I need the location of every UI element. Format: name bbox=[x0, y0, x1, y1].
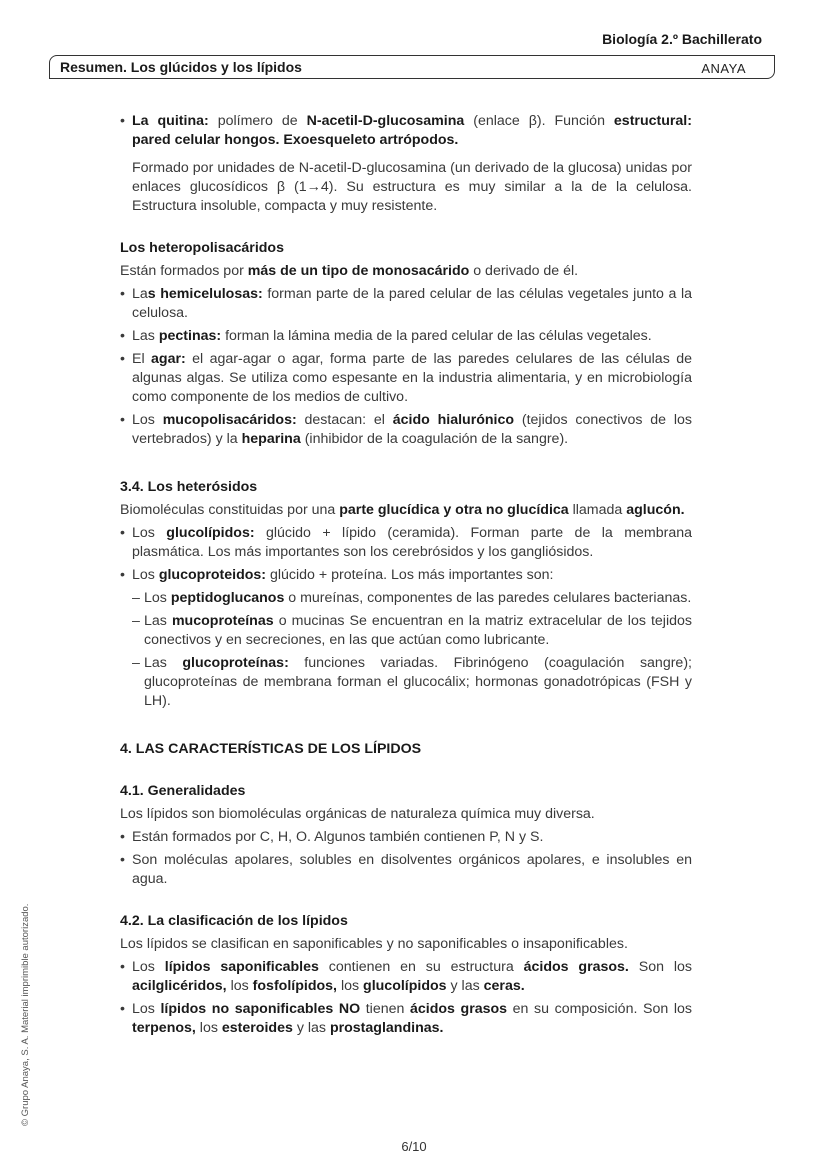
list-item-agar: • El agar: el agar-agar o agar, forma parte de las paredes celulares de las células de algunas algas. Se utiliza como espesante en la industria alimentaria, y en microbiología como componente de los medios de cultivo. bbox=[120, 350, 692, 407]
clasificacion-intro: Los lípidos se clasifican en saponificables y no saponificables o insaponificables. bbox=[120, 936, 628, 952]
list-item-hemicelulosas: • Las hemicelulosas: forman parte de la pared celular de las células vegetales junto a la celulosa. bbox=[120, 285, 692, 323]
section-heading-generalidades: 4.1. Generalidades bbox=[120, 783, 246, 799]
heterosidos-intro: Biomoléculas constituidas por una parte glucídica y otra no glucídica llamada aglucón. bbox=[120, 502, 685, 518]
section-heading-heteropolisacaridos: Los heteropolisacáridos bbox=[120, 240, 284, 256]
heteropolisacaridos-intro: Están formados por más de un tipo de monosacárido o derivado de él. bbox=[120, 263, 579, 279]
sublist-item-peptidoglucanos: – Los peptidoglucanos o mureínas, componentes de las paredes celulares bacterianas. bbox=[120, 589, 692, 608]
sublist-item-mucoproteinas: – Las mucoproteínas o mucinas Se encuentran en la matriz extracelular de los tejidos conectivos y en secreciones, en las que actúan como lubricante. bbox=[120, 612, 692, 650]
page-number: 6/10 bbox=[401, 1139, 427, 1154]
section-heading-heterosidos: 3.4. Los heterósidos bbox=[120, 479, 258, 495]
list-item-quitina: • La quitina: polímero de N-acetil-D-glucosamina (enlace β). Función estructural: pared celular hongos. Exoesqueleto artrópodos. bbox=[120, 112, 692, 150]
subject-title: Biología 2.º Bachillerato bbox=[602, 31, 762, 47]
banner-title: Resumen. Los glúcidos y los lípidos bbox=[60, 59, 302, 75]
publisher-logo: ANAYA bbox=[701, 61, 746, 76]
sublist-item-glucoproteinas: – Las glucoproteínas: funciones variadas. Fibrinógeno (coagulación sangre); glucoproteínas de membrana forman el glucocálix; hormonas gonadotrópicas (FSH y LH). bbox=[120, 654, 692, 711]
section-heading-clasificacion: 4.2. La clasificación de los lípidos bbox=[120, 913, 348, 929]
chapter-heading-lipidos: 4. LAS CARACTERÍSTICAS DE LOS LÍPIDOS bbox=[120, 741, 422, 757]
list-item-pectinas: • Las pectinas: forman la lámina media de la pared celular de las células vegetales. bbox=[120, 327, 692, 346]
list-item-saponificables: • Los lípidos saponificables contienen en su estructura ácidos grasos. Son los acilglicéridos, los fosfolípidos, los glucolípidos y las ceras. bbox=[120, 958, 692, 996]
copyright-notice: © Grupo Anaya, S. A. Material imprimible autorizado. bbox=[20, 903, 31, 1126]
header-banner bbox=[49, 55, 775, 79]
list-item-composicion: • Están formados por C, H, O. Algunos también contienen P, N y S. bbox=[120, 828, 692, 847]
generalidades-intro: Los lípidos son biomoléculas orgánicas de naturaleza química muy diversa. bbox=[120, 806, 595, 822]
list-item-no-saponificables: • Los lípidos no saponificables NO tienen ácidos grasos en su composición. Son los terpenos, los esteroides y las prostaglandinas. bbox=[120, 1000, 692, 1038]
list-item-mucopolisacaridos: • Los mucopolisacáridos: destacan: el ácido hialurónico (tejidos conectivos de los vertebrados) y la heparina (inhibidor de la coagulación de la sangre). bbox=[120, 411, 692, 449]
page-content bbox=[120, 112, 692, 1038]
quitina-description: Formado por unidades de N-acetil-D-glucosamina (un derivado de la glucosa) unidas por enlaces glucosídicos β (1→4). Su estructura es muy similar a la de la celulosa. Estructura insoluble, compacta y muy resistente. bbox=[132, 160, 692, 214]
list-item-glucoproteidos: • Los glucoproteidos: glúcido + proteína. Los más importantes son: bbox=[120, 566, 692, 585]
list-item-glucolipidos: • Los glucolípidos: glúcido + lípido (ceramida). Forman parte de la membrana plasmática. Los más importantes son los cerebrósidos y los gangliósidos. bbox=[120, 524, 692, 562]
list-item-apolares: • Son moléculas apolares, solubles en disolventes orgánicos apolares, e insolubles en agua. bbox=[120, 851, 692, 889]
